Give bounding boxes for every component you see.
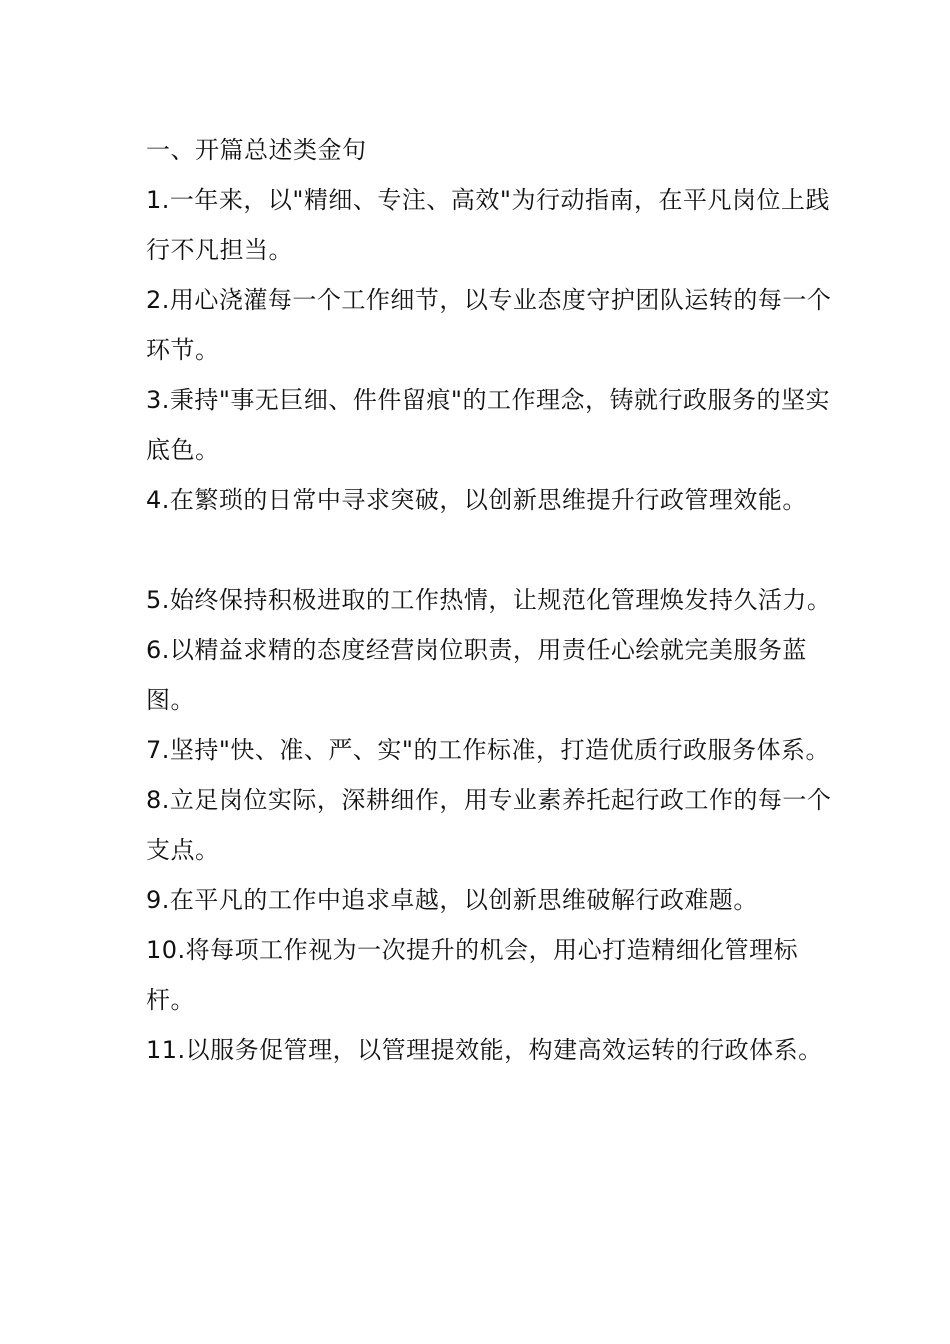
list-item: 5.始终保持积极进取的工作热情，让规范化管理焕发持久活力。 <box>146 586 832 614</box>
list-item: 3.秉持"事无巨细、件件留痕"的工作理念，铸就行政服务的坚实底色。 <box>146 386 830 464</box>
list-item: 11.以服务促管理，以管理提效能，构建高效运转的行政体系。 <box>146 1036 823 1064</box>
list-item: 1.一年来，以"精细、专注、高效"为行动指南，在平凡岗位上践行不凡担当。 <box>146 186 830 264</box>
list-item: 2.用心浇灌每一个工作细节，以专业态度守护团队运转的每一个环节。 <box>146 286 832 364</box>
list-item: 7.坚持"快、准、严、实"的工作标准，打造优质行政服务体系。 <box>146 736 830 764</box>
list-item: 9.在平凡的工作中追求卓越，以创新思维破解行政难题。 <box>146 886 758 914</box>
section-heading: 一、开篇总述类金句 <box>146 136 367 164</box>
list-item: 4.在繁琐的日常中寻求突破，以创新思维提升行政管理效能。 <box>146 486 807 514</box>
list-item: 8.立足岗位实际，深耕细作，用专业素养托起行政工作的每一个支点。 <box>146 786 832 864</box>
list-item: 6.以精益求精的态度经营岗位职责，用责任心绘就完美服务蓝图。 <box>146 636 807 714</box>
document-body <box>146 125 836 1075</box>
list-item: 10.将每项工作视为一次提升的机会，用心打造精细化管理标杆。 <box>146 936 799 1014</box>
